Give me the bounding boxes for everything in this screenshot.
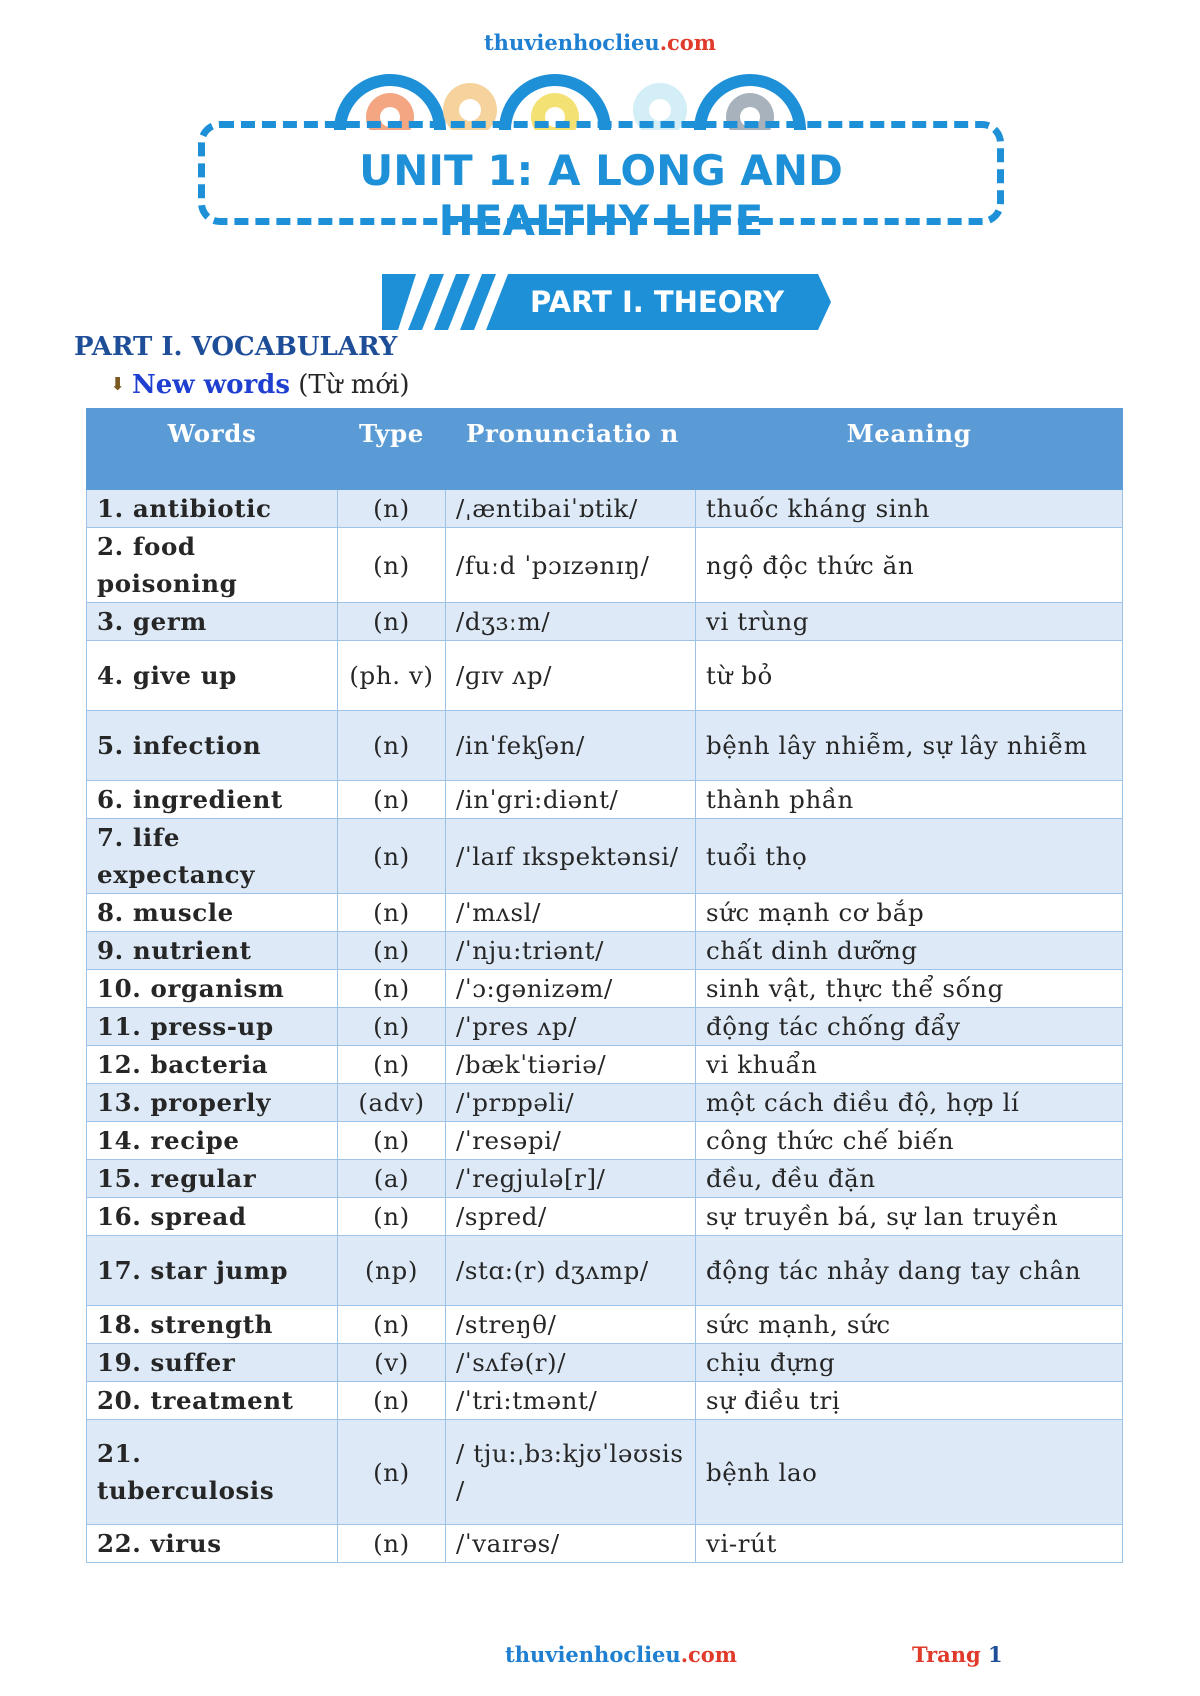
theory-label: PART I. THEORY bbox=[530, 285, 785, 319]
table-row bbox=[87, 819, 1123, 894]
subheading-rest: (Từ mới) bbox=[289, 370, 410, 400]
vocab-word: 5. infection bbox=[87, 711, 338, 781]
site-domain: .com bbox=[659, 30, 717, 55]
vocab-type: (n) bbox=[338, 1122, 446, 1160]
unit-title: UNIT 1: A LONG AND bbox=[359, 146, 843, 195]
vocab-word: 1. antibiotic bbox=[87, 490, 338, 528]
vocab-type: (n) bbox=[338, 528, 446, 603]
table-row bbox=[87, 781, 1123, 819]
column-header-meaning: Meaning bbox=[696, 409, 1123, 490]
site-name: thuvienhoclieu bbox=[483, 30, 660, 55]
vocab-meaning: bệnh lao bbox=[696, 1420, 1123, 1525]
vocab-pronunciation: /ˈresəpi/ bbox=[446, 1122, 696, 1160]
page-label: Trang bbox=[912, 1642, 989, 1667]
table-row bbox=[87, 603, 1123, 641]
vocab-word: 3. germ bbox=[87, 603, 338, 641]
vocab-word: 13. properly bbox=[87, 1084, 338, 1122]
vocab-type: (adv) bbox=[338, 1084, 446, 1122]
vocab-meaning: động tác chống đẩy bbox=[696, 1008, 1123, 1046]
vocab-word: 7. life expectancy bbox=[87, 819, 338, 894]
vocab-meaning: thành phần bbox=[696, 781, 1123, 819]
vocab-word: 22. virus bbox=[87, 1525, 338, 1563]
vocab-pronunciation: /ɡɪv ʌp/ bbox=[446, 641, 696, 711]
vocab-pronunciation: /inˈgri:diənt/ bbox=[446, 781, 696, 819]
vocab-meaning: sự truyền bá, sự lan truyền bbox=[696, 1198, 1123, 1236]
column-header-type: Type bbox=[338, 409, 446, 490]
vocab-meaning: công thức chế biến bbox=[696, 1122, 1123, 1160]
vocab-meaning: vi-rút bbox=[696, 1525, 1123, 1563]
unit-title-line2: HEALTHY LIFE bbox=[438, 196, 764, 242]
table-row bbox=[87, 1306, 1123, 1344]
vocab-meaning: vi khuẩn bbox=[696, 1046, 1123, 1084]
table-row bbox=[87, 1382, 1123, 1420]
vocab-type: (n) bbox=[338, 1525, 446, 1563]
table-row bbox=[87, 1160, 1123, 1198]
vocab-word: 21. tuberculosis bbox=[87, 1420, 338, 1525]
vocab-meaning: sinh vật, thực thể sống bbox=[696, 970, 1123, 1008]
vocab-meaning: chịu đựng bbox=[696, 1344, 1123, 1382]
table-row bbox=[87, 490, 1123, 528]
table-row bbox=[87, 528, 1123, 603]
vocab-pronunciation: /spred/ bbox=[446, 1198, 696, 1236]
table-row bbox=[87, 1420, 1123, 1525]
site-link-top[interactable] bbox=[0, 30, 1200, 55]
vocab-type: (n) bbox=[338, 1382, 446, 1420]
vocab-word: 2. food poisoning bbox=[87, 528, 338, 603]
vocab-pronunciation: /streŋθ/ bbox=[446, 1306, 696, 1344]
vocab-type: (n) bbox=[338, 932, 446, 970]
vocab-meaning: động tác nhảy dang tay chân bbox=[696, 1236, 1123, 1306]
vocab-type: (n) bbox=[338, 970, 446, 1008]
vocab-word: 11. press-up bbox=[87, 1008, 338, 1046]
table-row bbox=[87, 1084, 1123, 1122]
vocab-type: (a) bbox=[338, 1160, 446, 1198]
vocab-pronunciation: /ˈregjulə[r]/ bbox=[446, 1160, 696, 1198]
vocab-type: (n) bbox=[338, 819, 446, 894]
vocab-pronunciation: /inˈfekʃən/ bbox=[446, 711, 696, 781]
vocab-meaning: sức mạnh cơ bắp bbox=[696, 894, 1123, 932]
vocab-meaning: sự điều trị bbox=[696, 1382, 1123, 1420]
vocab-pronunciation: /dʒɜːm/ bbox=[446, 603, 696, 641]
vocab-word: 8. muscle bbox=[87, 894, 338, 932]
table-row bbox=[87, 1046, 1123, 1084]
vocab-type: (n) bbox=[338, 894, 446, 932]
vocab-pronunciation: /ˈnju:triənt/ bbox=[446, 932, 696, 970]
vocab-meaning: chất dinh dưỡng bbox=[696, 932, 1123, 970]
vocab-pronunciation: /ˈmʌsl/ bbox=[446, 894, 696, 932]
footer-site-name: thuvienhoclieu bbox=[505, 1642, 681, 1667]
column-header-pronunciation: Pronunciatio n bbox=[446, 409, 696, 490]
vocab-word: 18. strength bbox=[87, 1306, 338, 1344]
vocab-type: (n) bbox=[338, 781, 446, 819]
vocab-word: 12. bacteria bbox=[87, 1046, 338, 1084]
vocab-type: (ph. v) bbox=[338, 641, 446, 711]
vocab-word: 16. spread bbox=[87, 1198, 338, 1236]
vocab-pronunciation: /ˈpres ʌp/ bbox=[446, 1008, 696, 1046]
vocab-type: (n) bbox=[338, 603, 446, 641]
vocab-pronunciation: /fuːd ˈpɔɪzənɪŋ/ bbox=[446, 528, 696, 603]
table-row bbox=[87, 970, 1123, 1008]
vocab-word: 19. suffer bbox=[87, 1344, 338, 1382]
table-row bbox=[87, 1525, 1123, 1563]
vocab-word: 10. organism bbox=[87, 970, 338, 1008]
vocab-pronunciation: /ˈprɒpəli/ bbox=[446, 1084, 696, 1122]
vocab-pronunciation: /ˈlaɪf ɪkspektənsi/ bbox=[446, 819, 696, 894]
vocab-type: (np) bbox=[338, 1236, 446, 1306]
vocabulary-table bbox=[86, 408, 1123, 1563]
vocab-word: 6. ingredient bbox=[87, 781, 338, 819]
subheading-bold: New words bbox=[132, 370, 290, 400]
vocab-pronunciation: /ˌæntibaiˈɒtik/ bbox=[446, 490, 696, 528]
section-heading: PART I. VOCABULARY bbox=[74, 332, 398, 362]
vocab-type: (n) bbox=[338, 1198, 446, 1236]
vocab-word: 15. regular bbox=[87, 1160, 338, 1198]
table-row bbox=[87, 1122, 1123, 1160]
table-row bbox=[87, 1008, 1123, 1046]
vocab-meaning: đều, đều đặn bbox=[696, 1160, 1123, 1198]
table-row bbox=[87, 932, 1123, 970]
vocab-meaning: tuổi thọ bbox=[696, 819, 1123, 894]
table-row bbox=[87, 1344, 1123, 1382]
site-link-footer[interactable] bbox=[505, 1642, 737, 1667]
vocab-type: (n) bbox=[338, 1306, 446, 1344]
vocab-type: (v) bbox=[338, 1344, 446, 1382]
arrow-down-bullet-icon: ⬇ bbox=[110, 374, 126, 395]
table-row bbox=[87, 1236, 1123, 1306]
vocab-word: 14. recipe bbox=[87, 1122, 338, 1160]
column-header-words: Words bbox=[87, 409, 338, 490]
vocab-meaning: ngộ độc thức ăn bbox=[696, 528, 1123, 603]
page-number-value: 1 bbox=[988, 1642, 1003, 1667]
vocab-pronunciation: /ˈsʌfə(r)/ bbox=[446, 1344, 696, 1382]
vocab-type: (n) bbox=[338, 1046, 446, 1084]
page-number bbox=[912, 1642, 1003, 1667]
vocab-pronunciation: /stɑ:(r) dʒʌmp/ bbox=[446, 1236, 696, 1306]
table-row bbox=[87, 894, 1123, 932]
vocab-word: 20. treatment bbox=[87, 1382, 338, 1420]
table-row bbox=[87, 1198, 1123, 1236]
table-header-row bbox=[87, 409, 1123, 490]
vocab-meaning: thuốc kháng sinh bbox=[696, 490, 1123, 528]
vocab-type: (n) bbox=[338, 490, 446, 528]
vocab-meaning: bệnh lây nhiễm, sự lây nhiễm bbox=[696, 711, 1123, 781]
vocab-pronunciation: / tju:ˌbɜ:kjʊˈləʊsis / bbox=[446, 1420, 696, 1525]
vocab-type: (n) bbox=[338, 1420, 446, 1525]
vocab-word: 9. nutrient bbox=[87, 932, 338, 970]
vocab-pronunciation: /ˈvaɪrəs/ bbox=[446, 1525, 696, 1563]
vocab-meaning: sức mạnh, sức bbox=[696, 1306, 1123, 1344]
vocab-pronunciation: /ˈɔ:gənizəm/ bbox=[446, 970, 696, 1008]
vocab-meaning: một cách điều độ, hợp lí bbox=[696, 1084, 1123, 1122]
footer-site-domain: .com bbox=[680, 1642, 738, 1667]
vocab-word: 4. give up bbox=[87, 641, 338, 711]
vocab-pronunciation: /bækˈtiəriə/ bbox=[446, 1046, 696, 1084]
vocab-word: 17. star jump bbox=[87, 1236, 338, 1306]
vocab-type: (n) bbox=[338, 1008, 446, 1046]
vocab-meaning: vi trùng bbox=[696, 603, 1123, 641]
vocab-pronunciation: /ˈtri:tmənt/ bbox=[446, 1382, 696, 1420]
vocab-meaning: từ bỏ bbox=[696, 641, 1123, 711]
vocab-type: (n) bbox=[338, 711, 446, 781]
table-row bbox=[87, 641, 1123, 711]
table-row bbox=[87, 711, 1123, 781]
subheading bbox=[110, 370, 410, 400]
